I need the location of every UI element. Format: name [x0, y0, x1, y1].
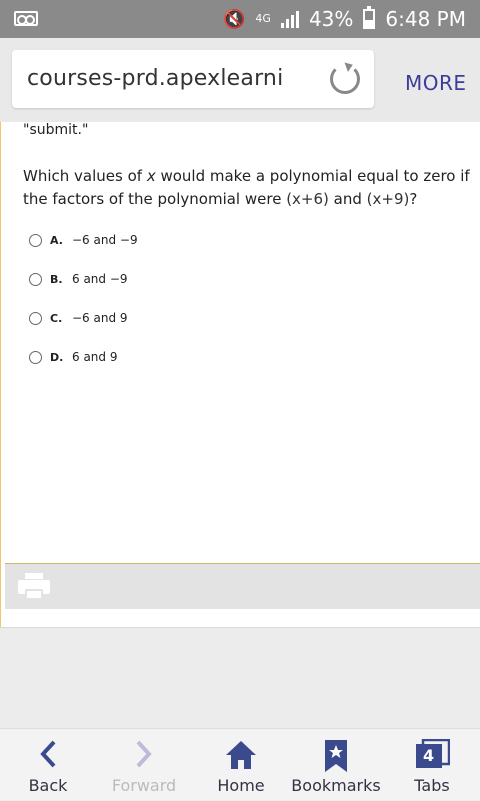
nav-home[interactable]: Home [206, 729, 276, 801]
battery-icon [363, 9, 375, 29]
previous-instruction-text: "submit." [23, 122, 89, 138]
nav-back[interactable]: Back [10, 729, 86, 801]
clock: 6:48 PM [385, 7, 466, 31]
address-bar[interactable] [12, 50, 374, 108]
status-bar [0, 0, 480, 38]
option-a[interactable]: A. −6 and −9 [29, 230, 329, 250]
nav-bookmarks[interactable]: Bookmarks [288, 729, 384, 801]
bookmark-icon [323, 739, 349, 773]
option-c[interactable]: C. −6 and 9 [29, 308, 329, 328]
printer-icon[interactable] [18, 573, 50, 601]
signal-icon [281, 10, 299, 28]
radio-button[interactable] [29, 234, 42, 247]
more-button[interactable]: MORE [405, 71, 467, 95]
factor-1: (x+6) [286, 190, 329, 208]
option-d[interactable]: D. 6 and 9 [29, 347, 329, 367]
nav-tabs[interactable]: 4 Tabs [400, 729, 464, 801]
home-icon [224, 739, 258, 771]
option-b[interactable]: B. 6 and −9 [29, 269, 329, 289]
network-type-icon: 4G [255, 12, 271, 25]
radio-button[interactable] [29, 273, 42, 286]
status-indicators [223, 7, 466, 31]
radio-button[interactable] [29, 312, 42, 325]
nav-forward[interactable]: Forward [100, 729, 188, 801]
reload-icon[interactable] [330, 64, 360, 94]
question-text: Which values of x would make a polynomial equal to zero if the factors of the polynomial were (x+6) and (x+9)? [23, 167, 470, 208]
url-text[interactable]: courses-prd.apexlearni [27, 66, 284, 91]
tab-count: 4 [423, 746, 435, 765]
print-toolbar [5, 563, 480, 609]
divider [0, 627, 480, 628]
mute-icon: 🔇 [223, 8, 246, 30]
radio-button[interactable] [29, 351, 42, 364]
bottom-nav [0, 728, 480, 800]
chevron-left-icon [38, 739, 58, 769]
chevron-right-icon [134, 739, 154, 769]
page-content [0, 122, 480, 627]
factor-2: (x+9) [366, 190, 410, 208]
voicemail-icon [14, 11, 38, 26]
battery-percent: 43% [308, 7, 354, 31]
browser-toolbar [0, 38, 480, 122]
